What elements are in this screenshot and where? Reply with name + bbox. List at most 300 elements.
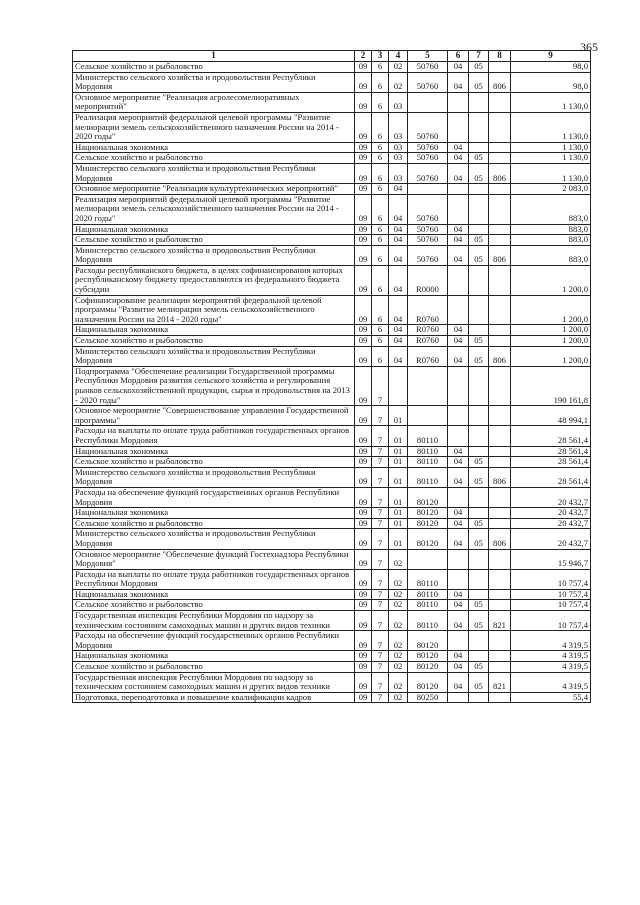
cell-code: 80110 (408, 446, 448, 457)
table-row (73, 72, 591, 92)
cell-code: 09 (355, 62, 372, 73)
cell-code: 09 (355, 163, 372, 183)
cell-code: 04 (448, 457, 469, 468)
cell-code: 7 (372, 426, 389, 446)
cell-name: Основное мероприятие "Реализация агролесомелиоративных мероприятий" (73, 92, 355, 112)
cell-code (489, 406, 511, 426)
cell-code (469, 194, 489, 224)
cell-code: 04 (448, 529, 469, 549)
cell-code: 04 (448, 163, 469, 183)
cell-name: Национальная экономика (73, 142, 355, 153)
cell-code: 02 (389, 662, 408, 673)
cell-code: 80110 (408, 467, 448, 487)
cell-amount: 2 083,0 (511, 184, 591, 195)
cell-code: 09 (355, 224, 372, 235)
cell-code (448, 184, 469, 195)
cell-code: 09 (355, 457, 372, 468)
table-row (73, 245, 591, 265)
cell-code: 05 (469, 72, 489, 92)
table-row (73, 366, 591, 405)
cell-code (408, 549, 448, 569)
cell-code (469, 692, 489, 703)
cell-code: 02 (389, 72, 408, 92)
cell-code: 80120 (408, 518, 448, 529)
cell-code (469, 631, 489, 651)
column-header: 3 (372, 51, 389, 62)
cell-code: R0000 (408, 265, 448, 295)
cell-code: 04 (448, 245, 469, 265)
table-row (73, 224, 591, 235)
cell-code: 02 (389, 651, 408, 662)
cell-code: 6 (372, 245, 389, 265)
cell-amount: 20 432,7 (511, 487, 591, 507)
cell-code (469, 589, 489, 600)
cell-code: 05 (469, 62, 489, 73)
cell-name: Национальная экономика (73, 325, 355, 336)
cell-amount: 15 946,7 (511, 549, 591, 569)
cell-code: 09 (355, 631, 372, 651)
cell-code: 03 (389, 142, 408, 153)
cell-amount: 883,0 (511, 194, 591, 224)
cell-name: Расходы на выплаты по оплате труда работников государственных органов Республики Мордовия (73, 426, 355, 446)
cell-code: 02 (389, 62, 408, 73)
cell-amount: 883,0 (511, 245, 591, 265)
cell-code: 80110 (408, 426, 448, 446)
cell-name: Национальная экономика (73, 224, 355, 235)
cell-code: 80120 (408, 508, 448, 519)
cell-code: 04 (389, 194, 408, 224)
table-row (73, 446, 591, 457)
cell-code (489, 265, 511, 295)
cell-name: Сельское хозяйство и рыболовство (73, 518, 355, 529)
cell-code: 6 (372, 325, 389, 336)
cell-code: 7 (372, 518, 389, 529)
table-row (73, 672, 591, 692)
cell-code: 04 (448, 325, 469, 336)
cell-amount: 1 200,0 (511, 325, 591, 336)
table-row (73, 62, 591, 73)
budget-table (72, 50, 591, 703)
column-header: 2 (355, 51, 372, 62)
table-row (73, 600, 591, 611)
cell-code: 04 (389, 325, 408, 336)
cell-code (469, 142, 489, 153)
table-row (73, 142, 591, 153)
cell-code: 02 (389, 589, 408, 600)
cell-amount: 20 432,7 (511, 508, 591, 519)
cell-name: Министерство сельского хозяйства и продовольствия Республики Мордовия (73, 529, 355, 549)
cell-code: 02 (389, 611, 408, 631)
cell-code (448, 549, 469, 569)
cell-code: 806 (489, 346, 511, 366)
cell-code (469, 224, 489, 235)
cell-code (489, 366, 511, 405)
cell-code (469, 487, 489, 507)
cell-code: 09 (355, 194, 372, 224)
cell-amount: 10 757,4 (511, 600, 591, 611)
cell-code (489, 487, 511, 507)
cell-code: 03 (389, 153, 408, 164)
cell-code: 80110 (408, 600, 448, 611)
cell-code: 7 (372, 631, 389, 651)
cell-code: 50760 (408, 224, 448, 235)
cell-name: Софинансирование реализации мероприятий федеральной целевой программы "Развитие мелиорации земель сельскохозяйственного назначения России на 2014 - 2020 годы" (73, 295, 355, 325)
cell-code: 50760 (408, 112, 448, 142)
cell-code: 09 (355, 569, 372, 589)
cell-code: 04 (448, 72, 469, 92)
cell-code: 04 (389, 245, 408, 265)
cell-amount: 55,4 (511, 692, 591, 703)
cell-code (489, 336, 511, 347)
cell-name: Министерство сельского хозяйства и продовольствия Республики Мордовия (73, 245, 355, 265)
page-number: 365 (580, 40, 598, 54)
cell-code (489, 692, 511, 703)
table-row (73, 529, 591, 549)
cell-code: 80110 (408, 611, 448, 631)
cell-amount: 10 757,4 (511, 611, 591, 631)
cell-code (448, 194, 469, 224)
cell-code (469, 366, 489, 405)
cell-code: 6 (372, 346, 389, 366)
cell-code: 09 (355, 529, 372, 549)
cell-code: 04 (448, 589, 469, 600)
cell-code: 09 (355, 589, 372, 600)
cell-code (408, 92, 448, 112)
cell-code: 01 (389, 487, 408, 507)
cell-code: 05 (469, 153, 489, 164)
cell-code: 09 (355, 142, 372, 153)
cell-code: 04 (448, 518, 469, 529)
cell-code: 80120 (408, 487, 448, 507)
table-row (73, 295, 591, 325)
cell-code: 01 (389, 529, 408, 549)
cell-amount: 98,0 (511, 72, 591, 92)
cell-code: 04 (389, 295, 408, 325)
cell-amount: 1 200,0 (511, 336, 591, 347)
cell-amount: 1 200,0 (511, 265, 591, 295)
cell-code: R0760 (408, 336, 448, 347)
cell-amount: 28 561,4 (511, 457, 591, 468)
table-row (73, 549, 591, 569)
cell-code: 09 (355, 325, 372, 336)
cell-code (489, 426, 511, 446)
cell-code: 05 (469, 600, 489, 611)
cell-code (448, 265, 469, 295)
cell-amount: 4 319,5 (511, 631, 591, 651)
cell-code: 09 (355, 672, 372, 692)
table-row (73, 325, 591, 336)
cell-code: 03 (389, 163, 408, 183)
cell-name: Сельское хозяйство и рыболовство (73, 662, 355, 673)
cell-code: 05 (469, 336, 489, 347)
cell-code: 806 (489, 529, 511, 549)
cell-code: 6 (372, 336, 389, 347)
cell-code: 806 (489, 163, 511, 183)
cell-code: 7 (372, 487, 389, 507)
cell-code: 80250 (408, 692, 448, 703)
column-header: 9 (511, 51, 591, 62)
cell-code (489, 224, 511, 235)
cell-code (469, 295, 489, 325)
cell-code: 02 (389, 569, 408, 589)
cell-amount: 28 561,4 (511, 467, 591, 487)
cell-code: 04 (389, 224, 408, 235)
cell-name: Реализация мероприятий федеральной целевой программы "Развитие мелиорации земель сельскохозяйственного назначения России на 2014 - 2020 годы" (73, 112, 355, 142)
cell-amount: 1 200,0 (511, 346, 591, 366)
table-row (73, 112, 591, 142)
cell-code: 80110 (408, 569, 448, 589)
cell-code: 02 (389, 692, 408, 703)
header-row (73, 51, 591, 62)
cell-code: 04 (389, 184, 408, 195)
cell-code (469, 651, 489, 662)
cell-code: 50760 (408, 194, 448, 224)
cell-code: 6 (372, 235, 389, 246)
cell-code: 09 (355, 235, 372, 246)
cell-code (408, 184, 448, 195)
cell-amount: 10 757,4 (511, 569, 591, 589)
cell-code: 09 (355, 611, 372, 631)
cell-name: Расходы на обеспечение функций государственных органов Республики Мордовия (73, 487, 355, 507)
cell-name: Национальная экономика (73, 651, 355, 662)
cell-code: 01 (389, 467, 408, 487)
cell-code: 7 (372, 651, 389, 662)
cell-code (469, 184, 489, 195)
cell-code (489, 142, 511, 153)
cell-code: 7 (372, 569, 389, 589)
cell-amount: 1 130,0 (511, 142, 591, 153)
cell-code: R0760 (408, 325, 448, 336)
table-row (73, 662, 591, 673)
cell-code (469, 569, 489, 589)
cell-code: 01 (389, 518, 408, 529)
cell-code: 7 (372, 692, 389, 703)
cell-name: Сельское хозяйство и рыболовство (73, 153, 355, 164)
cell-code: 09 (355, 651, 372, 662)
cell-code: 6 (372, 142, 389, 153)
cell-code: 04 (448, 508, 469, 519)
cell-code: 09 (355, 92, 372, 112)
cell-amount: 190 161,8 (511, 366, 591, 405)
cell-code (489, 184, 511, 195)
cell-code: 6 (372, 153, 389, 164)
cell-amount: 28 561,4 (511, 426, 591, 446)
cell-amount: 98,0 (511, 62, 591, 73)
cell-code: 01 (389, 457, 408, 468)
cell-code: 806 (489, 467, 511, 487)
cell-name: Сельское хозяйство и рыболовство (73, 600, 355, 611)
cell-code: 7 (372, 467, 389, 487)
cell-code: 80110 (408, 589, 448, 600)
cell-code: 04 (448, 600, 469, 611)
cell-code: 80120 (408, 672, 448, 692)
table-row (73, 336, 591, 347)
cell-name: Национальная экономика (73, 589, 355, 600)
cell-code: 09 (355, 692, 372, 703)
cell-code: 09 (355, 153, 372, 164)
cell-name: Расходы на обеспечение функций государственных органов Республики Мордовия (73, 631, 355, 651)
cell-code (489, 508, 511, 519)
cell-code (489, 651, 511, 662)
cell-code: 821 (489, 611, 511, 631)
cell-code (448, 406, 469, 426)
cell-code: 04 (389, 336, 408, 347)
cell-code: 50760 (408, 62, 448, 73)
cell-code (389, 366, 408, 405)
cell-code: 7 (372, 549, 389, 569)
cell-code: 04 (448, 672, 469, 692)
cell-code: 80120 (408, 662, 448, 673)
cell-code: 7 (372, 672, 389, 692)
cell-name: Подпрограмма "Обеспечение реализации Государственной программы Республики Мордовия развития сельского хозяйства и регулирования рынков сельскохозяйственной продукции, сырья и продовольствия на 2013 - 2020 годы" (73, 366, 355, 405)
cell-code: 6 (372, 163, 389, 183)
cell-code: 04 (448, 446, 469, 457)
cell-code (469, 265, 489, 295)
cell-code: 50760 (408, 235, 448, 246)
table-row (73, 611, 591, 631)
cell-code: 03 (389, 112, 408, 142)
cell-code (448, 366, 469, 405)
cell-code: 6 (372, 194, 389, 224)
cell-code: 50760 (408, 245, 448, 265)
cell-code: 6 (372, 184, 389, 195)
cell-code (489, 549, 511, 569)
cell-code: 01 (389, 426, 408, 446)
cell-code: 01 (389, 446, 408, 457)
cell-code: 7 (372, 457, 389, 468)
table-row (73, 589, 591, 600)
cell-code: 80120 (408, 651, 448, 662)
cell-code: 6 (372, 72, 389, 92)
cell-code: 04 (448, 662, 469, 673)
cell-code: 6 (372, 62, 389, 73)
cell-code (489, 112, 511, 142)
cell-code: 04 (448, 467, 469, 487)
cell-code: 09 (355, 426, 372, 446)
table-header (73, 51, 591, 62)
cell-code: 05 (469, 245, 489, 265)
cell-amount: 1 200,0 (511, 295, 591, 325)
table-row (73, 518, 591, 529)
cell-code: 50760 (408, 163, 448, 183)
cell-code (489, 518, 511, 529)
cell-amount: 1 130,0 (511, 153, 591, 164)
cell-code: 09 (355, 446, 372, 457)
cell-code (408, 406, 448, 426)
cell-code (448, 426, 469, 446)
cell-amount: 1 130,0 (511, 112, 591, 142)
cell-code: 03 (389, 92, 408, 112)
cell-code: 05 (469, 672, 489, 692)
cell-code (489, 325, 511, 336)
cell-code: 09 (355, 508, 372, 519)
cell-name: Министерство сельского хозяйства и продовольствия Республики Мордовия (73, 72, 355, 92)
cell-code: 01 (389, 406, 408, 426)
cell-code: 7 (372, 446, 389, 457)
cell-code: 7 (372, 662, 389, 673)
table-row (73, 406, 591, 426)
cell-code: 7 (372, 406, 389, 426)
cell-amount: 4 319,5 (511, 662, 591, 673)
cell-amount: 20 432,7 (511, 529, 591, 549)
cell-code: 02 (389, 672, 408, 692)
cell-code: 6 (372, 295, 389, 325)
cell-name: Сельское хозяйство и рыболовство (73, 62, 355, 73)
cell-code: 80120 (408, 631, 448, 651)
cell-code: 09 (355, 245, 372, 265)
cell-code: 80110 (408, 457, 448, 468)
cell-code: 80120 (408, 529, 448, 549)
cell-code: 04 (448, 62, 469, 73)
cell-code: 7 (372, 508, 389, 519)
cell-code: 09 (355, 184, 372, 195)
cell-code: 09 (355, 467, 372, 487)
cell-name: Национальная экономика (73, 446, 355, 457)
cell-code (448, 631, 469, 651)
cell-name: Государственная инспекция Республики Мордовия по надзору за техническим состоянием самоходных машин и других видов техники (73, 611, 355, 631)
cell-name: Основное мероприятие "Совершенствование управления Государственной программы" (73, 406, 355, 426)
cell-code: R0760 (408, 346, 448, 366)
cell-name: Сельское хозяйство и рыболовство (73, 457, 355, 468)
cell-code: 05 (469, 346, 489, 366)
cell-code: 09 (355, 295, 372, 325)
cell-code (469, 92, 489, 112)
cell-name: Основное мероприятие "Реализация культуртехнических мероприятий" (73, 184, 355, 195)
cell-code (489, 194, 511, 224)
cell-code (489, 153, 511, 164)
column-header: 6 (448, 51, 469, 62)
cell-code: 04 (448, 651, 469, 662)
cell-name: Национальная экономика (73, 508, 355, 519)
cell-code (489, 457, 511, 468)
cell-code: 04 (389, 235, 408, 246)
cell-code: 02 (389, 631, 408, 651)
cell-code: 05 (469, 529, 489, 549)
cell-code: 09 (355, 346, 372, 366)
cell-code (448, 295, 469, 325)
cell-amount: 10 757,4 (511, 589, 591, 600)
cell-code: 04 (389, 265, 408, 295)
cell-code: 50760 (408, 142, 448, 153)
cell-code: 806 (489, 245, 511, 265)
cell-amount: 4 319,5 (511, 651, 591, 662)
column-header: 1 (73, 51, 355, 62)
cell-code: 7 (372, 366, 389, 405)
cell-code (448, 112, 469, 142)
cell-amount: 883,0 (511, 224, 591, 235)
table-row (73, 508, 591, 519)
cell-code: 09 (355, 662, 372, 673)
cell-code: 05 (469, 235, 489, 246)
cell-code: 09 (355, 549, 372, 569)
cell-name: Подготовка, переподготовка и повышение квалификации кадров (73, 692, 355, 703)
table-row (73, 92, 591, 112)
table-row (73, 569, 591, 589)
cell-name: Расходы республиканского бюджета, в целях софинансирования которых республиканскому бюджету предоставляются из федерального бюджета субсидии (73, 265, 355, 295)
column-header: 4 (389, 51, 408, 62)
cell-name: Сельское хозяйство и рыболовство (73, 336, 355, 347)
cell-amount: 1 130,0 (511, 92, 591, 112)
cell-name: Основное мероприятие "Обеспечение функций Гостехнадзора Республики Мордовия" (73, 549, 355, 569)
cell-code: 50760 (408, 72, 448, 92)
cell-code: 09 (355, 600, 372, 611)
cell-amount: 4 319,5 (511, 672, 591, 692)
cell-code: 05 (469, 611, 489, 631)
cell-code: 6 (372, 112, 389, 142)
cell-code (448, 92, 469, 112)
cell-code: 04 (448, 224, 469, 235)
table-row (73, 163, 591, 183)
